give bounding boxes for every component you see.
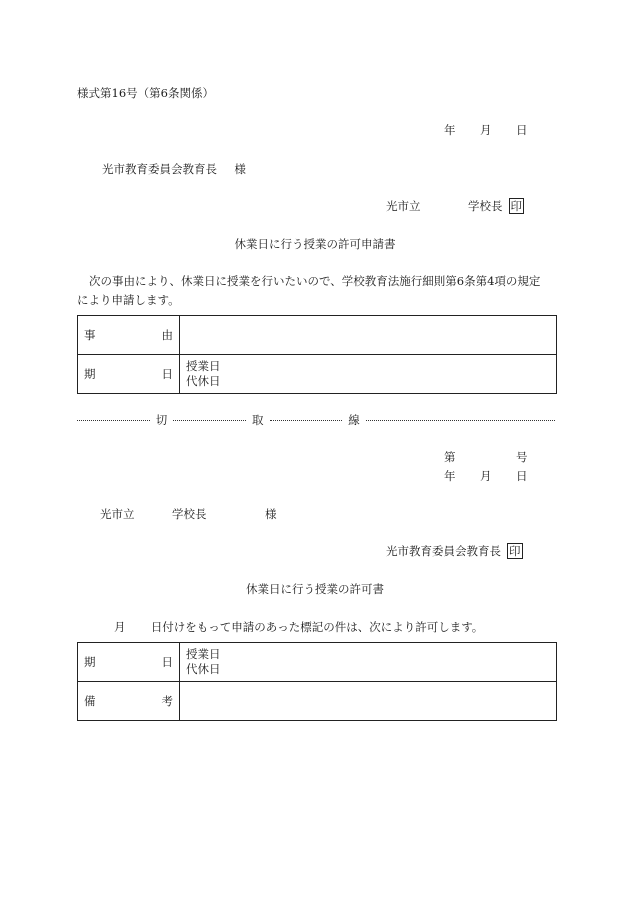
application-table [77, 315, 557, 394]
cut-line-dots [77, 420, 150, 421]
remarks-label-char1: 備 [84, 694, 96, 708]
addressee-name: 光市教育委員会教育長 [102, 162, 217, 176]
cut-line-word-take: 取 [252, 413, 264, 427]
dates-label-cell [78, 355, 180, 394]
permit-dates-label-cell [78, 643, 180, 682]
permit-body-text: 日付けをもって申請のあった標記の件は、次により許可します。 [150, 620, 484, 634]
permit-date-month-label: 月 [480, 469, 492, 483]
seal-mark: 印 [509, 544, 521, 558]
reason-label-char1: 事 [84, 328, 96, 342]
cut-line [77, 413, 555, 427]
reason-value-field[interactable] [180, 316, 557, 355]
date-day-label: 日 [516, 123, 528, 137]
table-row-reason [78, 316, 557, 355]
date-month-label: 月 [480, 123, 492, 137]
table-row-remarks [78, 682, 557, 721]
cut-line-word-line: 線 [348, 413, 360, 427]
permit-class-day-label: 授業日 [186, 647, 221, 661]
permit-body [114, 619, 483, 635]
permit-issuer-name: 光市教育委員会教育長 [386, 544, 501, 558]
application-title: 休業日に行う授業の許可申請書 [234, 237, 396, 251]
remarks-label-cell [78, 682, 180, 721]
cut-line-dots [270, 420, 343, 421]
date-year-label: 年 [444, 123, 456, 137]
applicant-prefix: 光市立 [386, 199, 421, 213]
addressee [102, 161, 246, 177]
permit-date-year-label: 年 [444, 469, 456, 483]
application-body-line2: により申請します。 [77, 293, 180, 307]
cut-line-dots [173, 420, 246, 421]
form-number: 様式第16号（第6条関係） [77, 86, 214, 100]
permit-dates-label-char2: 日 [161, 655, 173, 669]
permit-substitute-holiday-label: 代休日 [186, 662, 221, 676]
permit-addressee-honorific: 様 [265, 507, 277, 521]
permit-body-month: 月 [114, 620, 126, 634]
permit-number-prefix: 第 [444, 450, 456, 464]
permit-date-day-label: 日 [516, 469, 528, 483]
reason-label-cell [78, 316, 180, 355]
permit-addressee-role: 学校長 [172, 507, 207, 521]
class-day-label: 授業日 [186, 359, 221, 373]
dates-value-field[interactable] [180, 355, 557, 394]
permit-addressee-prefix: 光市立 [100, 507, 135, 521]
permit-issuer [386, 543, 523, 559]
applicant-role [468, 198, 524, 214]
applicant-role-label: 学校長 [468, 199, 503, 213]
application-body-line1: 次の事由により、休業日に授業を行いたいので、学校教育法施行細則第6条第4項の規定 [89, 274, 541, 288]
dates-label-char2: 日 [161, 367, 173, 381]
seal-mark: 印 [510, 199, 522, 213]
permit-table [77, 642, 557, 721]
addressee-honorific: 様 [234, 162, 246, 176]
reason-label-char2: 由 [161, 328, 173, 342]
cut-line-dots [366, 420, 555, 421]
remarks-label-char2: 考 [161, 694, 173, 708]
permit-title: 休業日に行う授業の許可書 [246, 582, 384, 596]
cut-line-word-cut: 切 [155, 413, 168, 427]
table-row-dates [78, 355, 557, 394]
permit-dates-value-field[interactable] [180, 643, 557, 682]
permit-number-suffix: 号 [516, 450, 528, 464]
table-row-dates [78, 643, 557, 682]
substitute-holiday-label: 代休日 [186, 374, 221, 388]
permit-dates-label-char1: 期 [84, 655, 96, 669]
remarks-value-field[interactable] [180, 682, 557, 721]
dates-label-char1: 期 [84, 367, 96, 381]
